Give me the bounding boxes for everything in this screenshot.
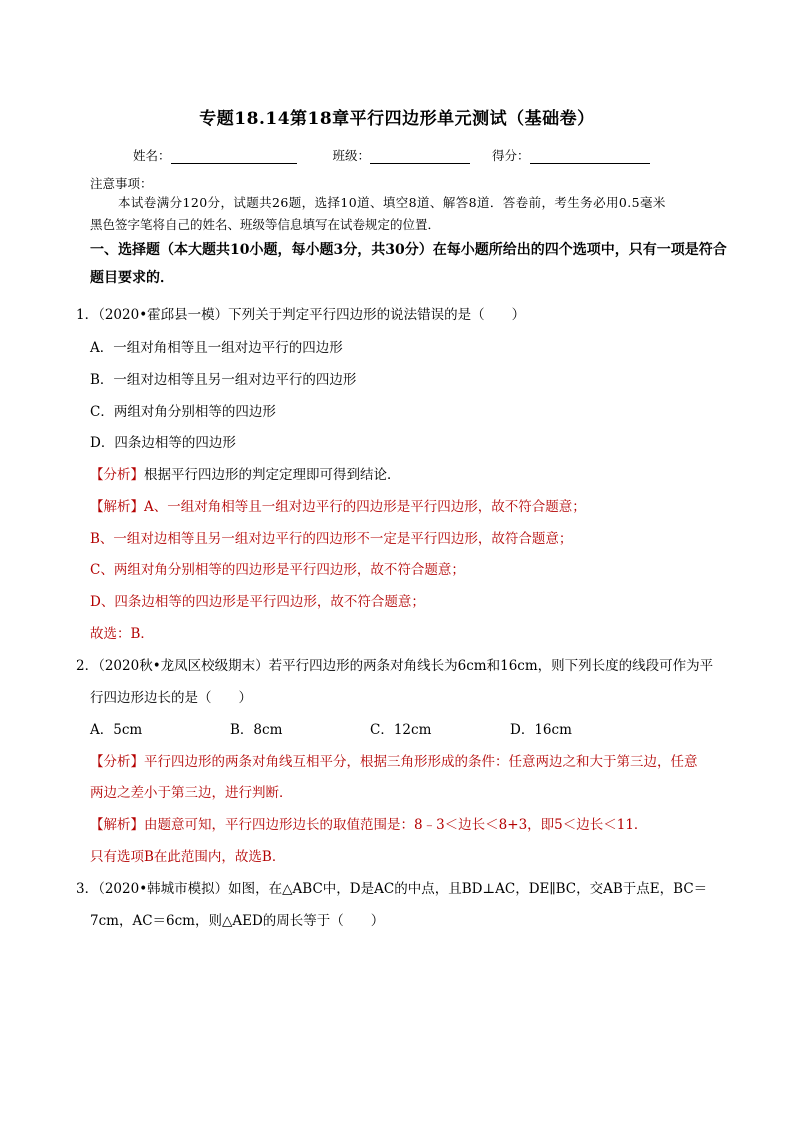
q2-option-b: B．8cm <box>230 722 283 738</box>
notice-line-2: 黑色签字笔将自己的姓名、班级等信息填写在试卷规定的位置． <box>90 217 441 232</box>
q2-options-row <box>90 718 572 738</box>
q1-solution-tag: 【解析】 <box>90 499 144 515</box>
q2-analysis-text-1: 平行四边形的两条对角线互相平分，根据三角形形成的条件：任意两边之和大于第三边，任意 <box>144 754 698 770</box>
class-blank[interactable] <box>370 149 470 164</box>
q1-analysis-tag: 【分析】 <box>90 467 144 483</box>
section-heading-line-1: 一、选择题（本大题共10小题，每小题3分，共30分）在每小题所给出的四个选项中，只有一项是符合 <box>90 242 727 258</box>
score-blank[interactable] <box>530 149 650 164</box>
class-label: 班级： <box>332 148 371 163</box>
q1-solution-b: B、一组对边相等且另一组对边平行的四边形不一定是平行四边形，故符合题意； <box>90 531 573 547</box>
q3-stem-line-1: 3．（2020•韩城市模拟）如图，在△ABC中，D是AC的中点，且BD⊥AC，DE∥BC，交AB于点E，BC＝ <box>76 881 708 897</box>
q2-analysis-tag: 【分析】 <box>90 754 144 770</box>
q2-solution-line <box>90 813 647 833</box>
q2-answer: 只有选项B在此范围内，故选B． <box>90 849 286 865</box>
q3-stem-line-2: 7cm，AC＝6cm，则△AED的周长等于（ ） <box>90 913 385 929</box>
q2-analysis-line-2: 两边之差小于第三边，进行判断． <box>90 785 293 801</box>
name-blank[interactable] <box>171 149 297 164</box>
section-heading-line-2: 题目要求的． <box>90 270 174 286</box>
page-title: 专题18.14第18章平行四边形单元测试（基础卷） <box>199 109 595 129</box>
score-label: 得分： <box>492 148 530 163</box>
student-info-row <box>133 146 650 164</box>
q1-analysis <box>90 463 401 483</box>
name-label: 姓名： <box>133 148 171 163</box>
q1-option-b: B．一组对边相等且另一组对边平行的四边形 <box>90 372 357 388</box>
q1-option-a: A．一组对角相等且一组对边平行的四边形 <box>90 340 343 356</box>
q2-option-c: C．12cm <box>370 722 432 738</box>
q1-solution-line <box>90 495 586 515</box>
q2-stem-line-1: 2．（2020秋•龙凤区校级期末）若平行四边形的两条对角线长为6cm和16cm，则下列长度的线段可作为平 <box>76 658 714 674</box>
q2-solution-text: 由题意可知，平行四边形边长的取值范围是：8﹣3＜边长＜8+3，即5＜边长＜11． <box>144 817 648 833</box>
q2-stem-line-2: 行四边形边长的是（ ） <box>90 690 252 706</box>
q2-option-d: D．16cm <box>510 722 572 738</box>
q1-solution-d: D、四条边相等的四边形是平行四边形，故不符合题意； <box>90 594 425 610</box>
notice-heading: 注意事项： <box>90 176 153 191</box>
q1-solution-a: A、一组对角相等且一组对边平行的四边形是平行四边形，故不符合题意； <box>144 499 586 515</box>
q2-analysis-line-1 <box>90 750 698 770</box>
q1-option-d: D．四条边相等的四边形 <box>90 435 236 451</box>
q1-solution-c: C、两组对角分别相等的四边形是平行四边形，故不符合题意； <box>90 562 465 578</box>
q2-solution-tag: 【解析】 <box>90 817 144 833</box>
q2-option-a: A．5cm <box>90 722 143 738</box>
q1-answer: 故选：B． <box>90 626 154 642</box>
q1-stem: 1．（2020•霍邱县一模）下列关于判定平行四边形的说法错误的是（ ） <box>76 307 526 323</box>
q1-option-c: C．两组对角分别相等的四边形 <box>90 404 276 420</box>
notice-line-1: 本试卷满分120分，试题共26题，选择10道、填空8道、解答8道．答卷前，考生务必用0.5毫米 <box>118 195 666 210</box>
q1-analysis-text: 根据平行四边形的判定定理即可得到结论． <box>144 467 401 483</box>
